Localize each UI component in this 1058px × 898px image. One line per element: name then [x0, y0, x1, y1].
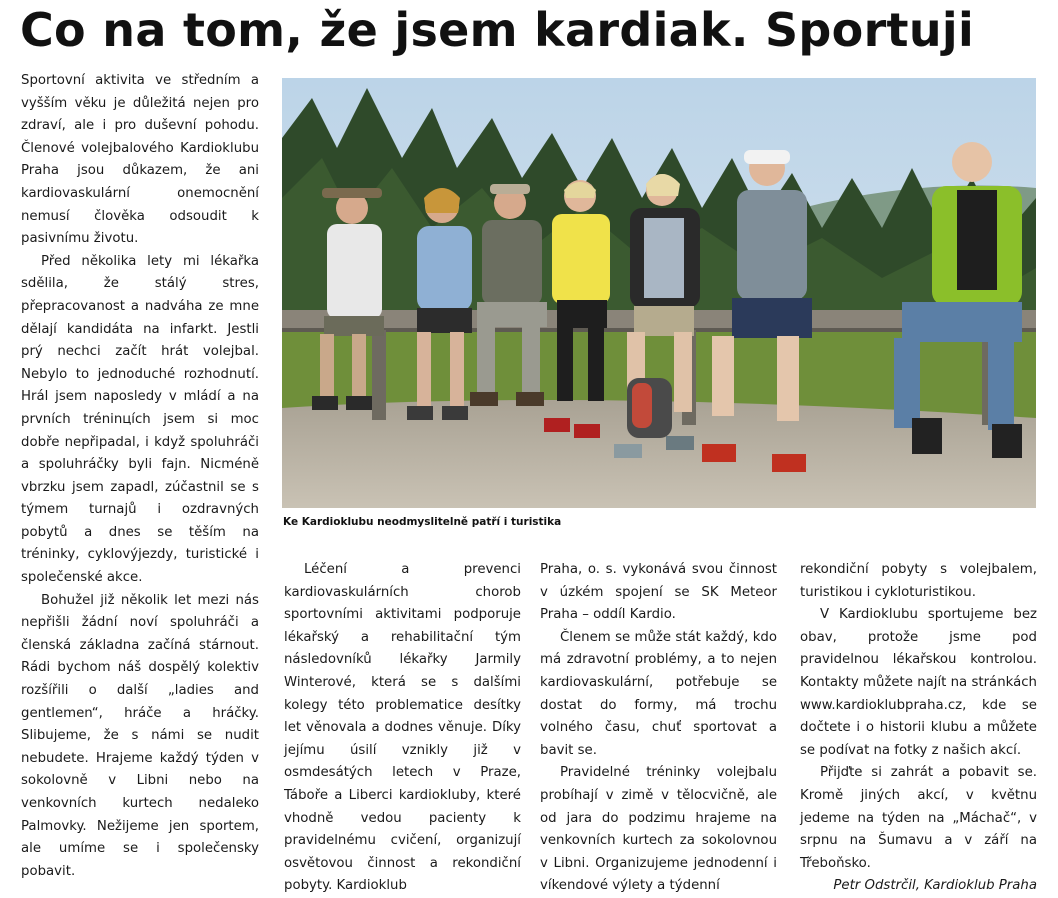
article-column-3	[540, 559, 777, 898]
paragraph: Před několika lety mi lékařka sdělila, že stálý stres, přepracovanost a nadváha ze mne dělají kandidáta na infarkt. Jestli prý nechci začít hrát volejbal. Nebylo to jednoduché rozhodnutí. Hrál jsem naposledy v mládí a na prvních tréninцích jsem si moc dobře nepřipadal, i když spoluhráči a spoluhráčky byli fajn. Nicméně vbrzku jsem zapadl, zúčastnil se s týmem turnajů i ozdravných pobytů a dnes se těším na tréninky, cyklovýjezdy, turistické i společenské akce.	[21, 253, 259, 586]
paragraph: Pravidelné tréninky volejbalu probíhají v zimě v tělocvičně, ale od jara do podzimu hrajeme na venkovních kurtech za sokolovnou v Libni. Organizujeme jednodenní i víkendové výlety a týdenní	[540, 765, 777, 894]
paragraph: Přijďte si zahrát a pobavit se. Kromě jiných akcí, v květnu jedeme na týden na „Máchač“, v srpnu na Šumavu a v září na Třeboňsko.	[800, 765, 1037, 871]
paragraph: Bohužel již několik let mezi nás nepřišli žádní noví spoluhráči a členská základna začíná stárnout. Rádi bychom náš dospělý kolektiv rozšířili o další „ladies and gentlemen“, hráče a hráčky. Slibujeme, že s námi se nudit nebudete. Hrajeme každý týden v sokolovně v Libni nebo na venkovních kurtech nedaleko Palmovky. Nežijeme jen sportem, ale umíme se i společensky pobavit.	[21, 592, 259, 879]
paragraph: V Kardioklubu sportujeme bez obav, protože jsme pod pravidelnou lékařskou kontrolou. Kontakty můžete najít na stránkách www.kardioklubpraha.cz, kde se dočtete i o historii klubu a můžete se podívat na fotky z našich akcí.	[800, 607, 1037, 758]
paragraph: Sportovní aktivita ve středním a vyšším věku je důležitá nejen pro zdraví, ale i pro duševní pohodu. Členové volejbalového Kardioklubu Praha jsou důkazem, že ani kardiovaskulární onemocnění nemusí člověka odsoudit k pasivnímu životu.	[21, 73, 259, 247]
article-column-1	[21, 70, 259, 883]
headline: Co na tom, že jsem kardiak. Sportuji	[20, 3, 975, 57]
hikers-photo	[282, 78, 1036, 508]
paragraph: rekondiční pobyty s volejbalem, turistikou i cykloturistikou.	[800, 562, 1037, 600]
hikers-photo-illustration	[282, 78, 1036, 508]
article-column-2	[284, 559, 521, 898]
paragraph: Členem se může stát každý, kdo má zdravotní problémy, a to nejen kardiovaskulární, potřebuje se dostat do formy, má trochu volného času, chuť sportovat a bavit se.	[540, 629, 777, 758]
photo-caption: Ke Kardioklubu neodmyslitelně patří i turistika	[283, 516, 562, 528]
author-signature: Petr Odstrčil, Kardioklub Praha	[833, 878, 1037, 894]
paragraph: Léčení a prevenci kardiovaskulárních chorob sportovními aktivitami podporuje lékařský a rehabilitační tým následovníků lékařky Jarmily Winterové, která se s dalšími kolegy této problematice desítky let věnovala a dodnes věnuje. Díky jejímu úsilí vznikly již v osmdesátých letech v Praze, Táboře a Liberci kardiokluby, které vhodně vedou pacienty k pravidelnému cvičení, organizují osvětovou činnost a rekondiční pobyty. Kardioklub	[284, 562, 521, 894]
article-column-4	[800, 559, 1037, 898]
paragraph: Praha, o. s. vykonává svou činnost v úzkém spojení se SK Meteor Praha – oddíl Kardio.	[540, 562, 777, 623]
